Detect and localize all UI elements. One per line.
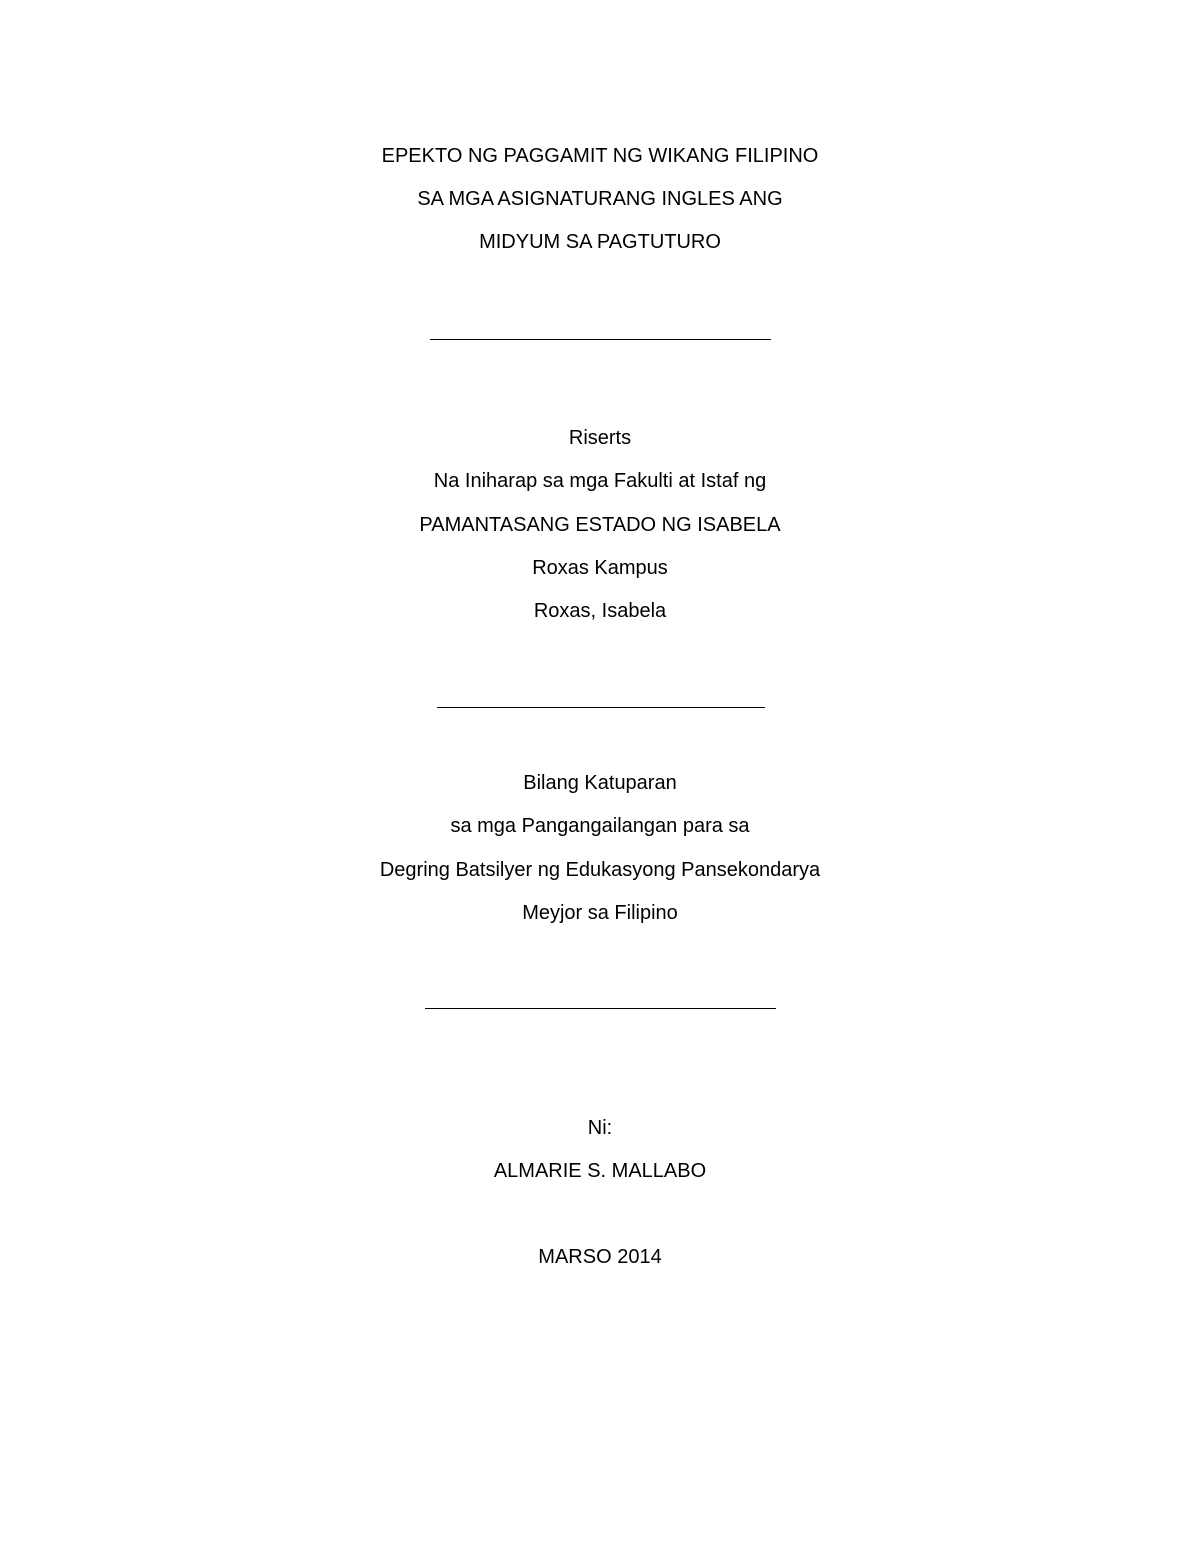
major-name: Meyjor sa Filipino (522, 902, 678, 924)
divider-line-2 (437, 707, 765, 708)
divider-line-3 (425, 1008, 776, 1009)
title-line-1: EPEKTO NG PAGGAMIT NG WIKANG FILIPINO (381, 145, 819, 167)
fulfillment-line-2: sa mga Pangangailangan para sa (450, 815, 750, 837)
presented-to: Na Iniharap sa mga Fakulti at Istaf ng (433, 470, 767, 492)
campus-location: Roxas, Isabela (533, 600, 667, 622)
campus-name: Roxas Kampus (532, 557, 668, 579)
author-by-label: Ni: (587, 1117, 613, 1139)
submission-type: Riserts (568, 427, 632, 449)
document-date: MARSO 2014 (538, 1246, 662, 1268)
title-line-2: SA MGA ASIGNATURANG INGLES ANG (417, 188, 783, 210)
author-name: ALMARIE S. MALLABO (493, 1160, 707, 1182)
title-line-3: MIDYUM SA PAGTUTURO (479, 231, 721, 253)
university-name: PAMANTASANG ESTADO NG ISABELA (419, 514, 781, 536)
fulfillment-line-1: Bilang Katuparan (523, 772, 677, 794)
divider-line-1 (430, 339, 771, 340)
degree-name: Degring Batsilyer ng Edukasyong Pansekondarya (379, 859, 821, 881)
